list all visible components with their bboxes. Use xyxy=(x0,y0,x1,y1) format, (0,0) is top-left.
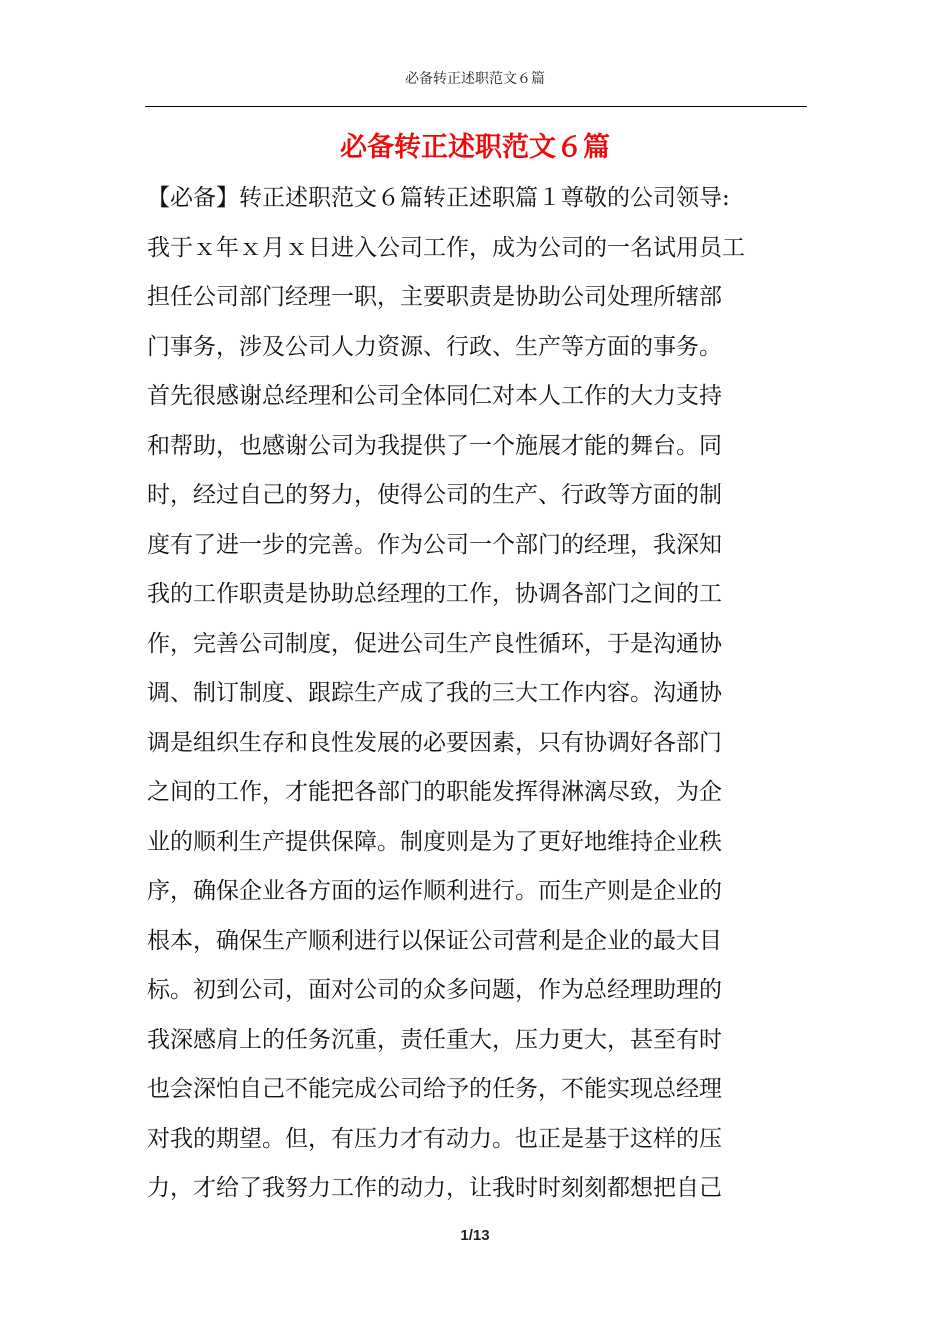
body-line: 之间的工作，才能把各部门的职能发挥得淋漓尽致，为企 xyxy=(147,779,722,805)
body-line: 我的工作职责是协助总经理的工作，协调各部门之间的工 xyxy=(147,581,722,607)
body-line: 我深感肩上的任务沉重，责任重大，压力更大，甚至有时 xyxy=(147,1026,722,1053)
body-line: 担任公司部门经理一职，主要职责是协助公司处理所辖部 xyxy=(147,284,722,310)
body-paragraph xyxy=(147,174,803,1214)
body-line: 根本，确保生产顺利进行以保证公司营利是企业的最大目 xyxy=(147,927,722,954)
body-line: 对我的期望。但，有压力才有动力。也正是基于这样的压 xyxy=(147,1125,722,1152)
body-line: 和帮助，也感谢公司为我提供了一个施展才能的舞台。同 xyxy=(147,432,722,459)
body-line: 标。初到公司，面对公司的众多问题，作为总经理助理的 xyxy=(147,977,722,1003)
body-line: 序，确保企业各方面的运作顺利进行。而生产则是企业的 xyxy=(147,878,722,904)
page-number: 1/13 xyxy=(460,1227,490,1244)
running-header: 必备转正述职范文６篇 xyxy=(405,71,545,87)
body-line: 首先很感谢总经理和公司全体同仁对本人工作的大力支持 xyxy=(147,383,722,409)
body-line: 时，经过自己的努力，使得公司的生产、行政等方面的制 xyxy=(147,482,722,508)
body-line: 力，才给了我努力工作的动力，让我时时刻刻都想把自己 xyxy=(147,1175,722,1201)
body-line: 【必备】转正述职范文６篇转正述职篇１尊敬的公司领导: xyxy=(147,185,730,211)
header-divider xyxy=(145,106,807,107)
body-line: 业的顺利生产提供保障。制度则是为了更好地维持企业秩 xyxy=(147,828,722,855)
body-line: 门事务，涉及公司人力资源、行政、生产等方面的事务。 xyxy=(147,333,722,360)
body-line: 也会深怕自己不能完成公司给予的任务，不能实现总经理 xyxy=(147,1076,722,1102)
body-line: 我于ｘ年ｘ月ｘ日进入公司工作，成为公司的一名试用员工 xyxy=(147,234,745,261)
body-line: 调、制订制度、跟踪生产成了我的三大工作内容。沟通协 xyxy=(147,680,722,706)
body-line: 调是组织生存和良性发展的必要因素，只有协调好各部门 xyxy=(147,729,722,756)
body-line: 度有了进一步的完善。作为公司一个部门的经理，我深知 xyxy=(147,531,722,558)
document-title: 必备转正述职范文６篇 xyxy=(340,132,610,163)
body-line: 作，完善公司制度，促进公司生产良性循环，于是沟通协 xyxy=(147,630,722,657)
